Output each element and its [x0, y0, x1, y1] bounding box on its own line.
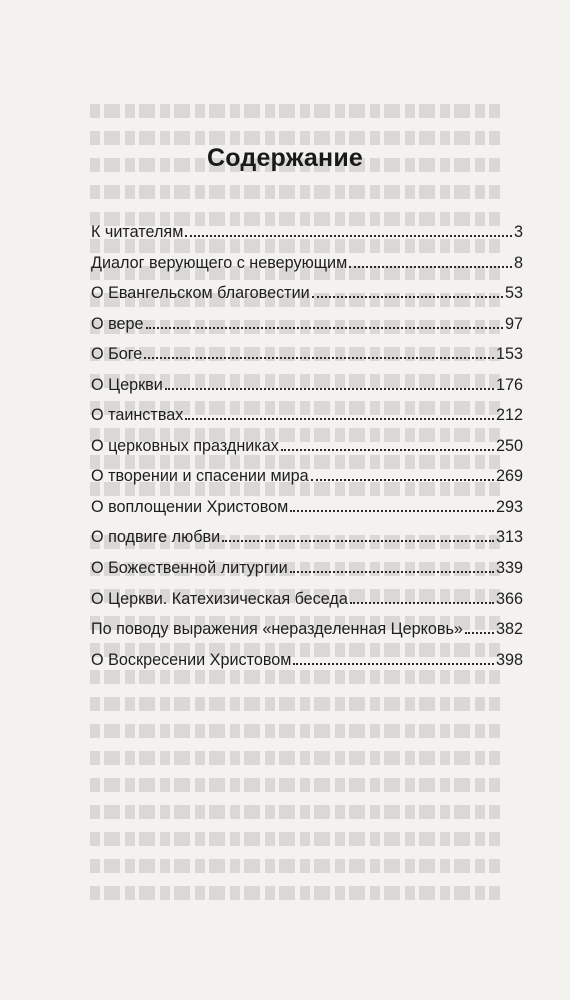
- toc-entry-title: К читателям: [91, 223, 184, 241]
- toc-entry-page-number: 250: [495, 436, 523, 455]
- toc-entry-page-number: 366: [495, 589, 523, 608]
- toc-entry-page-number: 313: [495, 528, 523, 547]
- dot-leader: [222, 528, 494, 542]
- toc-entry-title: О вере: [91, 314, 144, 333]
- toc-entry-page-number: 212: [495, 406, 523, 425]
- reverse-running-head-2: [150, 54, 450, 72]
- toc-entry[interactable]: [91, 405, 523, 436]
- toc-entry[interactable]: [91, 283, 523, 314]
- toc-entry-page-number: 8: [513, 253, 523, 272]
- toc-entry-title: Диалог верующего с неверующим: [91, 253, 348, 272]
- reverse-text-line: [90, 131, 500, 145]
- dot-leader: [281, 437, 494, 451]
- toc-entry-title: О Боге: [91, 345, 143, 364]
- toc-entry-page-number: 382: [495, 620, 523, 639]
- toc-entry-title: О церковных праздниках: [91, 436, 279, 455]
- toc-entry[interactable]: [91, 650, 523, 681]
- toc-entry[interactable]: [91, 619, 523, 650]
- dot-leader: [465, 620, 494, 634]
- toc-entry-title: О Воскресении Христовом: [91, 650, 292, 669]
- toc-entry[interactable]: [91, 375, 523, 406]
- toc-entry[interactable]: [91, 436, 523, 467]
- dot-leader: [290, 498, 494, 512]
- dot-leader: [290, 559, 494, 573]
- reverse-text-line: [90, 697, 500, 711]
- toc-entry-title: О Церкви. Катехизическая беседа: [91, 589, 348, 608]
- toc-entry-title: О творении и спасении мира: [91, 467, 309, 486]
- dot-leader: [185, 223, 512, 237]
- toc-entry-title: О Церкви: [91, 375, 163, 394]
- toc-entry-title: По поводу выражения «неразделенная Церковь»: [91, 620, 463, 639]
- dot-leader: [185, 406, 494, 420]
- reverse-text-line: [90, 185, 500, 199]
- dot-leader: [146, 315, 503, 329]
- toc-entry-page-number: 3: [513, 223, 523, 241]
- toc-entry-page-number: 293: [495, 497, 523, 516]
- dot-leader: [312, 284, 503, 298]
- toc-entry[interactable]: [91, 589, 523, 620]
- reverse-text-line: [90, 886, 500, 900]
- toc-entry-page-number: 153: [495, 345, 523, 364]
- reverse-text-line: [90, 778, 500, 792]
- toc-entry-title: О подвиге любви: [91, 528, 221, 547]
- toc-entry-title: О воплощении Христовом: [91, 497, 289, 516]
- reverse-text-line: [90, 832, 500, 846]
- reverse-text-line: [90, 724, 500, 738]
- toc-entry[interactable]: [91, 527, 523, 558]
- page-title: Содержание: [206, 144, 364, 172]
- toc-entry[interactable]: [91, 558, 523, 589]
- toc-entry-title: О Евангельском благовестии: [91, 284, 310, 303]
- dot-leader: [350, 590, 494, 604]
- toc-entry-title: О таинствах: [91, 406, 184, 425]
- toc-entry[interactable]: [91, 253, 523, 284]
- toc-entry-page-number: 269: [495, 467, 523, 486]
- toc-entry[interactable]: [91, 466, 523, 497]
- reverse-text-line: [90, 751, 500, 765]
- dot-leader: [165, 376, 494, 390]
- toc-entry-page-number: 339: [495, 559, 523, 578]
- toc-entry-title: О Божественной литургии: [91, 559, 288, 578]
- table-of-contents: [91, 222, 523, 680]
- toc-entry-page-number: 398: [495, 650, 523, 669]
- reverse-text-line: [90, 805, 500, 819]
- toc-entry[interactable]: [91, 497, 523, 528]
- toc-entry[interactable]: [91, 222, 523, 253]
- dot-leader: [311, 467, 494, 481]
- toc-entry-page-number: 176: [495, 375, 523, 394]
- toc-entry-page-number: 53: [504, 284, 523, 303]
- dot-leader: [293, 651, 494, 665]
- toc-entry[interactable]: [91, 344, 523, 375]
- dot-leader: [349, 254, 512, 268]
- toc-entry-page-number: 97: [504, 314, 523, 333]
- reverse-text-line: [90, 859, 500, 873]
- dot-leader: [144, 345, 494, 359]
- toc-entry[interactable]: [91, 314, 523, 345]
- reverse-text-line: [90, 104, 500, 118]
- reverse-running-head-1: [150, 36, 450, 54]
